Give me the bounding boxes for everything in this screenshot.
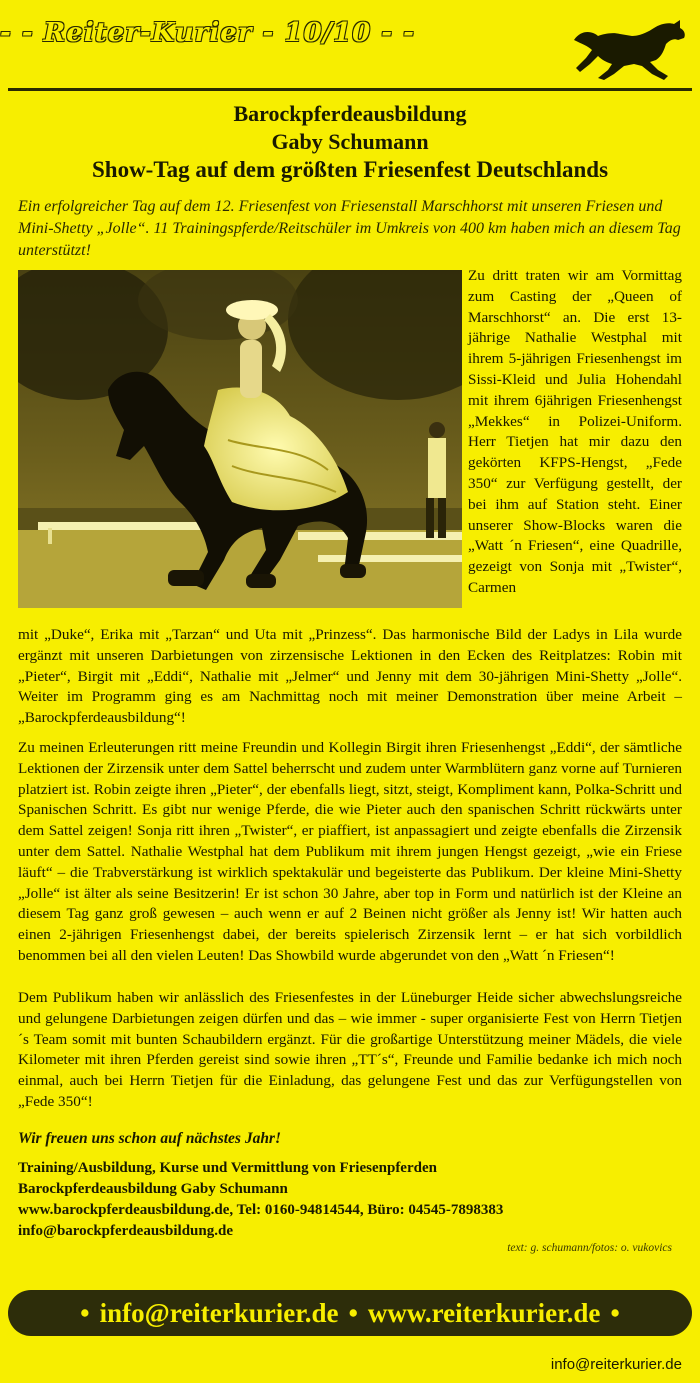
article-title-line: Barockpferdeausbildung bbox=[233, 101, 467, 126]
bullet: • bbox=[610, 1297, 620, 1328]
masthead: - - Reiter-Kurier - 10/10 - - bbox=[0, 18, 415, 48]
article-lead: Ein erfolgreicher Tag auf dem 12. Friesenfest von Friesenstall Marschhorst mit unseren Friesen und Mini-Shetty „Jolle“. 11 Trainingspferde/Reitschüler im Umkreis von 400 km haben mich an diesem Tag unterstützt! bbox=[18, 198, 681, 259]
article-side-column: Zu dritt traten wir am Vormittag zum Casting der „Queen of Marschhorst“ an. Die erst 13-jährige Nathalie Westphal mit ihrem 5-jährigen Friesenhengst im Sissi-Kleid und Julia Hohendahl mit ihrem 6jährigen Friesenhengst „Mekkes“ in Polizei-Uniform. Herr Tietjen hat mir dazu den gekörten KFPS-Hengst, „Fede 350“ zur Verfügung gestellt, der bei ihm auf Station steht. Einer unserer Show-Blocks waren die „Watt ´n Friesen“, eine Quadrille, gezeigt von Sonja mit „Twister“, Carmen bbox=[468, 267, 682, 596]
header-rule bbox=[8, 88, 692, 91]
galloping-horse-icon bbox=[568, 18, 688, 84]
article-title-line: Gaby Schumann bbox=[271, 129, 429, 154]
bottom-email: info@reiterkurier.de bbox=[550, 1356, 682, 1373]
show-horse-photo bbox=[18, 270, 462, 608]
article-title-block bbox=[0, 100, 700, 184]
bullet: • bbox=[80, 1297, 90, 1328]
contact-block bbox=[18, 1158, 682, 1242]
article-paragraph: Dem Publikum haben wir anlässlich des Friesenfestes in der Lüneburger Heide sicher abwechslungsreiche und gelungene Darbietungen zeigen dürfen und das – wie immer - super organisierte Fest von Herrn Tietjen´s Team somit mit bunten Schaubildern ergänzt. Für die großartige Unterstützung meiner Mädels, die viele Kilometer mit ihren Pferden gereist sind sowie ihren „TT´s“, Freunde und Familie bedanke ich mich noch einmal, auch bei Herrn Tietjen für die Einladung, das gelungene Fest und das zur Verfügungstellen von „Fede 350“! bbox=[18, 989, 682, 1110]
footer-banner bbox=[8, 1290, 692, 1336]
contact-email: info@barockpferdeausbildung.de bbox=[18, 1223, 233, 1239]
article-paragraph: mit „Duke“, Erika mit „Tarzan“ und Uta mit „Prinzess“. Das harmonische Bild der Ladys in Lila wurde ergänzt mit unseren Darbietungen von zirzensische Lektionen in den Ecken des Reitplatzes: Robin mit „Pieter“, Birgit mit „Eddi“, Nathalie mit „Jelmer“ und Jenny mit dem 30-jährigen Mini-Shetty „Jolle“. Weiter im Programm ging es am Nachmittag noch mit meiner Demonstration über meine Arbeit – „Barockpferdeausbildung“! bbox=[18, 626, 682, 727]
footer-website: www.reiterkurier.de bbox=[367, 1297, 601, 1328]
contact-line: Barockpferdeausbildung Gaby Schumann bbox=[18, 1181, 288, 1197]
contact-website-phone: www.barockpferdeausbildung.de, Tel: 0160-94814544, Büro: 04545-7898383 bbox=[18, 1202, 504, 1218]
footer-email: info@reiterkurier.de bbox=[99, 1297, 339, 1328]
article-closing: Wir freuen uns schon auf nächstes Jahr! bbox=[18, 1130, 282, 1147]
article-headline: Show-Tag auf dem größten Friesenfest Deutschlands bbox=[91, 157, 609, 182]
photo-credit: text: g. schumann/fotos: o. vukovics bbox=[507, 1242, 672, 1254]
bullet: • bbox=[348, 1297, 358, 1328]
contact-line: Training/Ausbildung, Kurse und Vermittlung von Friesenpferden bbox=[18, 1160, 437, 1176]
article-paragraph: Zu meinen Erleuterungen ritt meine Freundin und Kollegin Birgit ihren Friesenhengst „Eddi“, der sämtliche Lektionen der Zirzensik unter dem Sattel beherrscht und zudem unter Warmblütern ganz vorne auf Turnieren platziert ist. Robin zeigte ihren „Pieter“, der ebenfalls liegt, sitzt, steigt, Kompliment kann, Polka-Schritt und Spanischen Schritt. Es gibt nur wenige Pferde, die wie Pieter auch den spanischen Schritt rückwärts unter dem Sattel zeigen! Sonja ritt ihren „Twister“, er piaffiert, ist anpassagiert und zeigte ebenfalls die Zirzensik unter dem Sattel. Nathalie Westphal hat dem Publikum mit ihrem jungen Hengst gezeigt, „wie ein Friese läuft“ – die Trabverstärkung ist wirklich spektakulär und begeisterte das Publikum. Der kleine Mini-Shetty „Jolle“ ist älter als seine Besitzerin! Er ist schon 30 Jahre, aber top in Form und natürlich ist der Kleine an diesem Tag ganz groß gewesen – auch wenn er auf 2 Beinen nicht größer als Jenny ist! Wir hatten auch einen 2-jährigen Friesenhengst dabei, der bereits spielerisch Zirzensik lernt – er hat sich vorbildlich benommen bei all den vielen Leuten! Das Showbild wurde abgerundet von den „Watt ´n Friesen“! bbox=[18, 739, 682, 964]
